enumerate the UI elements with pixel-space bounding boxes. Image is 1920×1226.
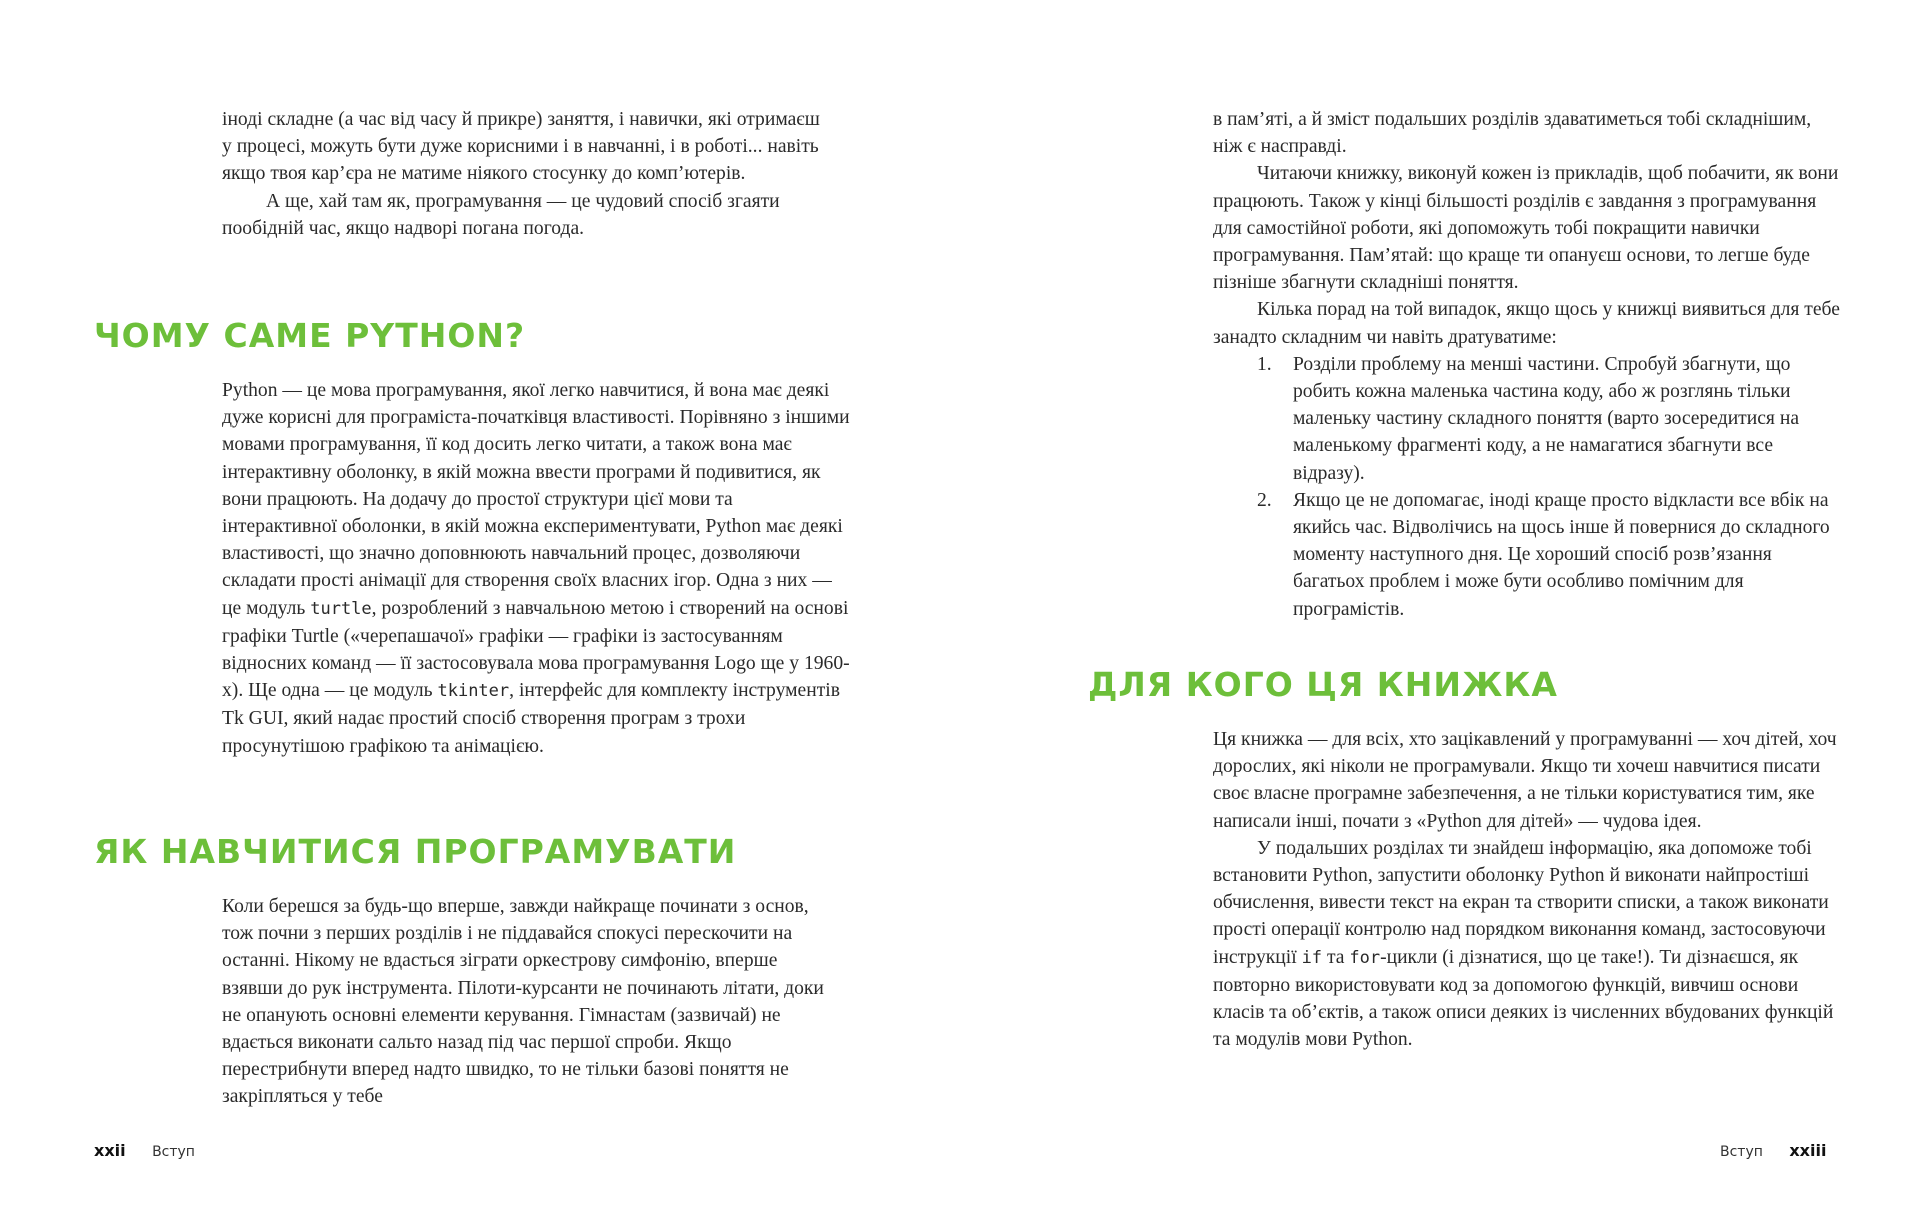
intro-paragraph-1: іноді складне (а час від часу й прикре) заняття, і навички, які отримаєш у процесі, можуть бути дуже корисними і в навчанні, і в роботі... навіть якщо твоя кар’єра не матиме ніякого стосунку до комп’ютерів.: [222, 109, 820, 185]
continued-paragraph-2: Читаючи книжку, виконуй кожен із прикладів, щоб побачити, як вони працюють. Також у кінці більшості розділів є завдання з програмування для самостійної роботи, які допоможуть тобі покращити навички програмування. Пам’ятай: що краще ти опануєш основи, то легше буде пізніше збагнути складніші поняття.: [1213, 163, 1839, 294]
right-footer: [1720, 1141, 1826, 1160]
heading-for-whom: ДЛЯ КОГО ЦЯ КНИЖКА: [1088, 665, 1558, 704]
for-whom-text-b: та: [1322, 946, 1350, 968]
heading-how-to-learn: ЯК НАВЧИТИСЯ ПРОГРАМУВАТИ: [94, 832, 737, 871]
section-name-right: Вступ: [1720, 1144, 1763, 1160]
continued-paragraph-3: Кілька порад на той випадок, якщо щось у книжці виявиться для тебе занадто складним чи навіть дратуватиме:: [1213, 299, 1840, 348]
page-number-left: xxii: [94, 1141, 126, 1160]
left-intro: [222, 106, 832, 242]
for-whom-text-a: У подальших розділах ти знайдеш інформацію, яка допоможе тобі встановити Python, запустити оболонку Python й виконати найпростіші обчислення, вивести текст на екран та створити списки, а також виконати прості операції контролю над порядком виконання команд, застосовуючи інструкції: [1213, 837, 1829, 968]
for-whom-body: [1213, 726, 1843, 1053]
how-to-learn-paragraph: Коли берешся за будь-що вперше, завжди найкраще починати з основ, тож почни з перших розділів і не піддавайся спокусі перескочити на останні. Нікому не вдасться зіграти оркестрову симфонію, вперше взявши до рук інструмента. Пілоти-курсанти не починають літати, доки не опанують основні елементи керування. Гімнастам (зазвичай) не вдається виконати сальто назад під час першої спроби. Якщо перестрибнути вперед надто швидко, то не тільки базові поняття не закріпляться у тебе: [222, 896, 824, 1108]
tips-list: [1257, 351, 1843, 623]
why-python-body: [222, 377, 852, 760]
list-item-text: Розділи проблему на менші частини. Спробуй збагнути, що робить кожна маленька частина коду, або ж розглянь тільки маленьку частину складного поняття (варто зосередитися на маленькому фрагменті коду, а не намагатися збагнути все відразу).: [1293, 353, 1800, 484]
list-item: [1257, 351, 1843, 487]
list-item-text: Якщо це не допомагає, іноді краще просто відкласти все вбік на якийсь час. Відволічись на щось інше й повернися до складного моменту наступного дня. Це хороший спосіб розв’язання багатьох проблем і може бути особливо помічним для програмістів.: [1293, 489, 1830, 620]
code-turtle: turtle: [310, 598, 372, 619]
right-page: [960, 0, 1920, 1226]
why-python-paragraph: [222, 377, 852, 760]
continued-paragraph-1: в пам’яті, а й зміст подальших розділів здаватиметься тобі складнішим, ніж є насправді.: [1213, 109, 1812, 158]
list-item-number: 2.: [1257, 489, 1272, 511]
intro-paragraph-2: А ще, хай там як, програмування — це чудовий спосіб згаяти пообідній час, якщо надворі погана погода.: [222, 190, 780, 239]
code-if: if: [1301, 947, 1323, 968]
left-footer: [94, 1141, 195, 1160]
for-whom-paragraph-2: [1213, 835, 1843, 1054]
how-to-learn-body: [222, 893, 832, 1111]
heading-why-python: ЧОМУ САМЕ PYTHON?: [94, 316, 526, 355]
for-whom-paragraph-1: Ця книжка — для всіх, хто зацікавлений у програмуванні — хоч дітей, хоч дорослих, які ніколи не програмували. Якщо ти хочеш навчитися писати своє власне програмне забезпечення, а не тільки користуватися тим, яке написали інші, почати з «Python для дітей» — чудова ідея.: [1213, 729, 1837, 832]
why-python-text-3: , інтерфейс для комплекту інструментів Tk GUI, який надає простий спосіб створення програм з трохи просунутішою графікою та анімацією.: [222, 680, 840, 757]
why-python-text-2: , розроблений з навчальною метою і створений на основі графіки Turtle («черепашачої» графіки — графіки із застосуванням відносних команд — її застосовувала мова програмування Logo ще у 1960-х). Ще одна — це модуль: [222, 597, 850, 702]
code-for: for: [1349, 947, 1381, 968]
page-number-right: xxiii: [1789, 1141, 1827, 1160]
section-name-left: Вступ: [152, 1144, 195, 1160]
right-continued: [1213, 106, 1843, 623]
list-item: [1257, 487, 1843, 623]
for-whom-text-c: -цикли (і дізнатися, що це таке!). Ти дізнаєшся, як повторно використовувати код за допомогою функцій, вивчиш основи класів та об’єктів, а також описи деяких із численних вбудованих функцій та модулів мови Python.: [1213, 946, 1834, 1051]
code-tkinter: tkinter: [437, 681, 510, 702]
why-python-text-1: Python — це мова програмування, якої легко навчитися, й вона має деякі дуже корисні для програміста-початківця властивості. Порівняно з іншими мовами програмування, її код досить легко читати, а також вона має інтерактивну оболонку, в якій можна ввести програми й подивитися, як вони працюють. На додачу до простої структури цієї мови та інтерактивної оболонки, в якій можна експериментувати, Python має деякі властивості, що значно доповнюють навчальний процес, дозволяючи складати прості анімації для створення своїх власних ігор. Одна з них — це модуль: [222, 380, 850, 619]
list-item-number: 1.: [1257, 353, 1272, 375]
